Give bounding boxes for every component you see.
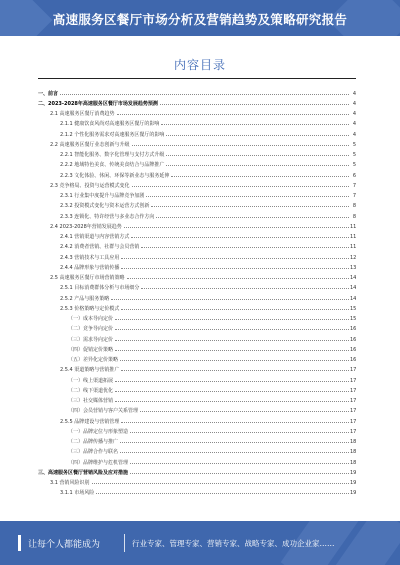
toc-entry-label: 2.4.1 营销渠道与内容营销方式 bbox=[60, 234, 130, 241]
toc-leader-dots bbox=[132, 145, 349, 146]
toc-entry[interactable] bbox=[60, 201, 356, 210]
toc-entry[interactable] bbox=[68, 426, 356, 435]
toc-leader-dots bbox=[166, 135, 349, 136]
toc-entry-page-number: 18 bbox=[350, 459, 356, 466]
toc-entry-label: 2.1 高速服务区餐厅消费趋势 bbox=[50, 111, 115, 118]
toc-entry[interactable] bbox=[38, 98, 356, 107]
toc-entry-page-number: 16 bbox=[350, 346, 356, 353]
toc-entry[interactable] bbox=[60, 129, 356, 138]
toc-entry[interactable] bbox=[38, 88, 356, 97]
toc-entry-page-number: 4 bbox=[352, 121, 356, 128]
toc-entry[interactable] bbox=[68, 457, 356, 466]
toc-entry-page-number: 4 bbox=[352, 100, 356, 107]
toc-entry[interactable] bbox=[60, 252, 356, 261]
toc-entry-page-number: 11 bbox=[350, 244, 356, 251]
toc-entry[interactable] bbox=[60, 119, 356, 128]
toc-entry-page-number: 19 bbox=[350, 469, 356, 476]
toc-entry-label: （四）促销定价策略 bbox=[68, 346, 114, 353]
toc-entry-label: （一）线上渠道拓展 bbox=[68, 377, 114, 384]
toc-entry[interactable] bbox=[60, 262, 356, 271]
toc-entry-page-number: 17 bbox=[350, 398, 356, 405]
toc-entry-label: 2.3 竞争格局、投资与运营模式变化 bbox=[50, 182, 130, 189]
footer-slogan: 让每个人都能成为 bbox=[28, 540, 101, 550]
toc-entry-label: （三）需求导向定价 bbox=[68, 336, 114, 343]
toc-entry[interactable] bbox=[68, 324, 356, 333]
toc-leader-dots bbox=[130, 463, 349, 464]
toc-leader-dots bbox=[120, 442, 349, 443]
footer-accent-bar bbox=[18, 535, 21, 551]
toc-leader-dots bbox=[161, 124, 349, 125]
toc-entry[interactable] bbox=[38, 467, 356, 476]
toc-entry[interactable] bbox=[60, 170, 356, 179]
toc-leader-dots bbox=[151, 206, 349, 207]
toc-entry-label: （一）品牌定位与形象塑造 bbox=[68, 428, 129, 435]
toc-leader-dots bbox=[60, 94, 349, 95]
toc-entry-label: 三、高速服务区餐厅营销风险及应对措施 bbox=[38, 469, 129, 476]
toc-entry-label: 2.5.3 价格策略与定价模式 bbox=[60, 305, 120, 312]
toc-leader-dots bbox=[121, 309, 349, 310]
toc-leader-dots bbox=[121, 422, 349, 423]
toc-entry-page-number: 14 bbox=[350, 285, 356, 292]
toc-entry-page-number: 7 bbox=[352, 182, 356, 189]
toc-leader-dots bbox=[166, 155, 349, 156]
toc-entry-label: 2.4.3 营销技术与工具应用 bbox=[60, 254, 120, 261]
report-header-banner bbox=[0, 0, 400, 36]
toc-entry-label: 2.3.3 连锁化、特许经营与多业态合作方向 bbox=[60, 213, 155, 220]
toc-entry-page-number: 7 bbox=[352, 193, 356, 200]
toc-leader-dots bbox=[115, 340, 349, 341]
toc-entry[interactable] bbox=[68, 314, 356, 323]
toc-leader-dots bbox=[160, 104, 349, 105]
toc-entry-label: 2.1.2 个性化服务需求对高速服务区餐厅的影响 bbox=[60, 131, 165, 138]
toc-leader-dots bbox=[120, 360, 349, 361]
toc-entry-label: 2.2.1 智能化服务、数字化管理与支付方式升级 bbox=[60, 152, 165, 159]
toc-leader-dots bbox=[115, 401, 349, 402]
toc-entry-page-number: 17 bbox=[350, 387, 356, 394]
toc-entry-label: 2.3.2 投资模式变化与资本运营方式创新 bbox=[60, 203, 150, 210]
toc-entry-label: 2.2 高速服务区餐厅业态创新与升级 bbox=[50, 141, 130, 148]
toc-entry-page-number: 17 bbox=[350, 428, 356, 435]
toc-entry-page-number: 15 bbox=[350, 305, 356, 312]
toc-entry[interactable] bbox=[68, 437, 356, 446]
toc-entry-page-number: 16 bbox=[350, 357, 356, 364]
toc-entry[interactable] bbox=[50, 139, 356, 148]
toc-entry-page-number: 17 bbox=[350, 377, 356, 384]
toc-entry-label: 二、2023-2028年高速服务区餐厅市场发展趋势预测 bbox=[38, 100, 158, 107]
toc-entry-label: 2.5.1 目标消费群体分析与市场细分 bbox=[60, 285, 140, 292]
toc-leader-dots bbox=[117, 114, 349, 115]
toc-top-divider bbox=[38, 78, 356, 79]
toc-entry-label: 2.4.4 品牌形象与营销传播 bbox=[60, 264, 120, 271]
toc-entry-label: 2.2.2 地域特色美食、传统美食结合与品牌推广 bbox=[60, 162, 165, 169]
toc-entry-page-number: 19 bbox=[350, 480, 356, 487]
toc-entry-page-number: 4 bbox=[352, 90, 356, 97]
toc-entry[interactable] bbox=[60, 416, 356, 425]
toc-entry-page-number: 11 bbox=[350, 223, 356, 230]
toc-leader-dots bbox=[130, 473, 349, 474]
toc-entry-page-number: 11 bbox=[350, 234, 356, 241]
report-title: 高速服务区餐厅市场分析及营销趋势及策略研究报告 bbox=[52, 12, 348, 27]
toc-entry-page-number: 17 bbox=[350, 367, 356, 374]
toc-leader-dots bbox=[132, 186, 349, 187]
toc-entry[interactable] bbox=[50, 180, 356, 189]
toc-entry-page-number: 19 bbox=[350, 490, 356, 497]
toc-leader-dots bbox=[131, 237, 349, 238]
toc-leader-dots bbox=[96, 493, 349, 494]
toc-entry[interactable] bbox=[68, 385, 356, 394]
toc-entry[interactable] bbox=[60, 488, 356, 497]
toc-entry-page-number: 18 bbox=[350, 439, 356, 446]
toc-entry-label: （二）品牌传播与推广 bbox=[68, 439, 119, 446]
toc-entry-page-number: 6 bbox=[352, 172, 356, 179]
toc-leader-dots bbox=[146, 196, 349, 197]
toc-entry-page-number: 16 bbox=[350, 326, 356, 333]
toc-entry-label: 2.2.3 文化体验、休闲、环保等新业态与服务延伸 bbox=[60, 172, 170, 179]
toc-leader-dots bbox=[111, 299, 349, 300]
toc-entry[interactable] bbox=[60, 232, 356, 241]
toc-entry-label: （二）线下渠道优化 bbox=[68, 387, 114, 394]
toc-leader-dots bbox=[130, 432, 349, 433]
toc-entry-label: 2.1.1 健康饮食风尚对高速服务区餐厅的影响 bbox=[60, 121, 160, 128]
toc-entry-page-number: 16 bbox=[350, 336, 356, 343]
toc-entry-page-number: 15 bbox=[350, 316, 356, 323]
toc-leader-dots bbox=[115, 319, 349, 320]
toc-leader-dots bbox=[156, 217, 349, 218]
toc-entry[interactable] bbox=[60, 242, 356, 251]
toc-entry-label: 一、前言 bbox=[38, 90, 59, 97]
toc-entry-page-number: 12 bbox=[350, 254, 356, 261]
toc-heading: 内容目录 bbox=[173, 58, 226, 72]
toc-entry[interactable] bbox=[68, 334, 356, 343]
toc-leader-dots bbox=[140, 411, 349, 412]
toc-entry-label: （五）差异化定价策略 bbox=[68, 357, 119, 364]
toc-entry[interactable] bbox=[50, 478, 356, 487]
toc-entry-label: （二）竞争导向定价 bbox=[68, 326, 114, 333]
toc-leader-dots bbox=[171, 176, 349, 177]
toc-leader-dots bbox=[141, 288, 349, 289]
toc-entry-label: （一）成本导向定价 bbox=[68, 316, 114, 323]
toc-entry-label: 2.5 高速服务区餐厅市场营销策略 bbox=[50, 275, 125, 282]
toc-entry-label: 2.5.2 产品与服务策略 bbox=[60, 295, 110, 302]
toc-leader-dots bbox=[92, 483, 349, 484]
toc-entry[interactable] bbox=[60, 303, 356, 312]
toc-entry-page-number: 8 bbox=[352, 213, 356, 220]
toc-entry[interactable] bbox=[50, 221, 356, 230]
toc-entry[interactable] bbox=[60, 191, 356, 200]
toc-leader-dots bbox=[115, 350, 349, 351]
toc-entry[interactable] bbox=[68, 406, 356, 415]
footer-roles: 行业专家、管理专家、营销专家、战略专家、成功企业家…… bbox=[132, 539, 335, 548]
toc-entry-page-number: 13 bbox=[350, 264, 356, 271]
toc-entry-page-number: 8 bbox=[352, 203, 356, 210]
toc-entry[interactable] bbox=[68, 396, 356, 405]
toc-entry-label: 3.1.1 市场风险 bbox=[60, 490, 95, 497]
toc-entry-label: 2.5.5 品牌建设与营销管理 bbox=[60, 418, 120, 425]
toc-entry[interactable] bbox=[68, 355, 356, 364]
toc-entry-label: 2.4.2 消费者营销、社群与会员营销 bbox=[60, 244, 140, 251]
toc-entry-label: （三）社交媒体营销 bbox=[68, 398, 114, 405]
toc-leader-dots bbox=[166, 165, 349, 166]
toc-entry-label: （四）品牌维护与危机管理 bbox=[68, 459, 129, 466]
toc-leader-dots bbox=[141, 247, 349, 248]
toc-entry[interactable] bbox=[60, 293, 356, 302]
toc-entry-page-number: 5 bbox=[352, 141, 356, 148]
toc-entry[interactable] bbox=[68, 447, 356, 456]
report-footer-banner bbox=[0, 521, 400, 565]
toc-entry[interactable] bbox=[60, 150, 356, 159]
toc-entry-label: 2.3.1 行业集中度提升与品牌竞争加剧 bbox=[60, 193, 145, 200]
toc-entry-page-number: 4 bbox=[352, 131, 356, 138]
toc-entry[interactable] bbox=[60, 283, 356, 292]
toc-entry-label: 2.4 2023-2028年营销发展趋势 bbox=[50, 223, 122, 230]
toc-entry-page-number: 5 bbox=[352, 152, 356, 159]
toc-entry-label: （三）品牌合作与联名 bbox=[68, 449, 119, 456]
toc-entry-page-number: 17 bbox=[350, 408, 356, 415]
toc-leader-dots bbox=[127, 278, 349, 279]
toc-entry[interactable] bbox=[60, 365, 356, 374]
toc-entry-page-number: 14 bbox=[350, 275, 356, 282]
toc-entry[interactable] bbox=[50, 273, 356, 282]
toc-leader-dots bbox=[115, 391, 349, 392]
toc-entry-page-number: 17 bbox=[350, 418, 356, 425]
toc-leader-dots bbox=[121, 268, 349, 269]
toc-entry-label: 2.5.4 渠道策略与营销推广 bbox=[60, 367, 120, 374]
toc-leader-dots bbox=[121, 258, 349, 259]
toc-entry-page-number: 18 bbox=[350, 449, 356, 456]
toc-entry-page-number: 14 bbox=[350, 295, 356, 302]
toc-leader-dots bbox=[124, 227, 349, 228]
toc-leader-dots bbox=[120, 452, 349, 453]
toc-entry-page-number: 5 bbox=[352, 162, 356, 169]
toc-leader-dots bbox=[121, 370, 349, 371]
toc-leader-dots bbox=[115, 381, 349, 382]
toc-entry-page-number: 4 bbox=[352, 111, 356, 118]
toc-entry[interactable] bbox=[60, 211, 356, 220]
toc-entry[interactable] bbox=[68, 375, 356, 384]
toc-entry-label: 3.1 营销风险识别 bbox=[50, 480, 90, 487]
toc-entry-label: （四）会员营销与客户关系管理 bbox=[68, 408, 139, 415]
toc-entry[interactable] bbox=[50, 109, 356, 118]
toc-leader-dots bbox=[115, 329, 349, 330]
footer-divider bbox=[124, 534, 125, 552]
toc-entry[interactable] bbox=[68, 344, 356, 353]
toc-entry[interactable] bbox=[60, 160, 356, 169]
